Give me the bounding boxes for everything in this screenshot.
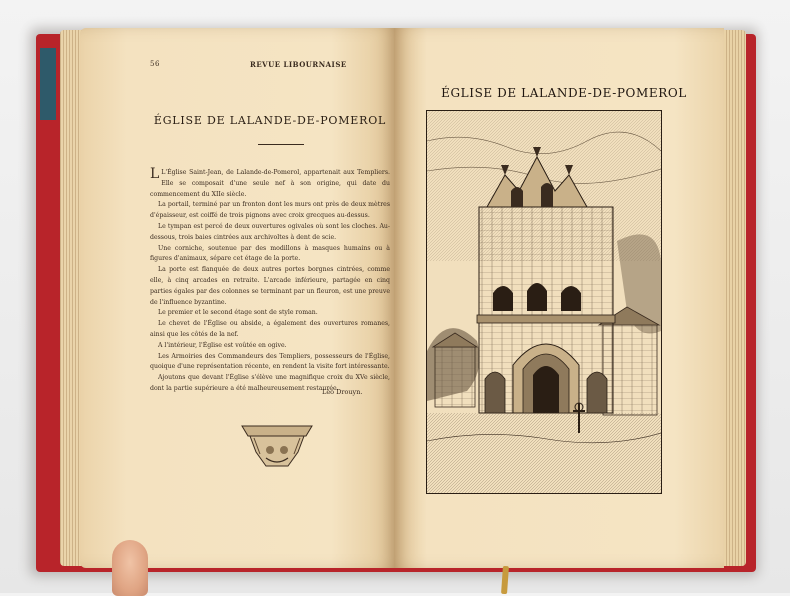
article-paragraph: La porte est flanquée de deux autres portes borgnes cintrées, comme elle, à cinq arcades en retraite. L'arcade inférieure, partagée en cinq parties égales par des colonnes se terminant par un fleuron, est une preuve de l'influence byzantine.: [150, 266, 390, 306]
title-divider: [258, 144, 304, 145]
author-signature: Léo Drouyn.: [322, 388, 363, 396]
page-number: 56: [150, 60, 160, 68]
left-page-edges: [60, 30, 82, 566]
article-body: [150, 168, 390, 395]
article-paragraph: Une corniche, soutenue par des modillons à masques humains ou à figures d'animaux, sépare cet étage de la porte.: [150, 244, 390, 263]
drop-cap: L: [150, 166, 160, 182]
right-page-edges: [724, 30, 746, 566]
church-engraving: [426, 110, 662, 494]
journal-title: REVUE LIBOURNAISE: [250, 60, 347, 69]
article-paragraph: La portail, terminé par un fronton dont les murs ont près de deux mètres d'épaisseur, est coiffé de trois pignons avec croix grecques au-dessus.: [150, 201, 390, 220]
article-paragraph: Les Armoiries des Commandeurs des Templiers, possesseurs de l'Église, quoique d'une représentation récente, en rendent la visite fort intéressante.: [150, 352, 390, 371]
article-paragraph: Le chevet de l'Église ou abside, a également des ouvertures romanes, ainsi que les côtés de la nef.: [150, 320, 390, 338]
capital-ornament-illustration: [240, 422, 314, 474]
article-paragraph: Le tympan est percé de deux ouvertures ogivales où sont les cloches. Au-dessous, trois baies cintrées aux archivoltes à dent de scie.: [150, 222, 390, 241]
article-paragraph: Ajoutons que devant l'Église s'élève une magnifique croix du XVe siècle, dont la partie supérieure a été malheureusement restaurée.: [150, 374, 390, 392]
reader-thumb: [112, 540, 148, 596]
article-paragraph: Le premier et le second étage sont de style roman.: [158, 309, 318, 317]
article-paragraph: L L'Église Saint-Jean, de Lalande-de-Pomerol, appartenait aux Templiers. Elle se composait d'une seule nef à son origine, qui date du commencement du XIIe siècle.: [150, 166, 390, 198]
article-paragraph: A l'intérieur, l'Église est voûtée en ogive.: [158, 341, 287, 349]
plate-title: ÉGLISE DE LALANDE-DE-POMEROL: [441, 86, 687, 100]
bookmark-ribbon: [501, 566, 509, 594]
church-drawing: [427, 111, 661, 493]
spine-label: [40, 48, 56, 120]
article-title: ÉGLISE DE LALANDE-DE-POMEROL: [153, 114, 387, 127]
